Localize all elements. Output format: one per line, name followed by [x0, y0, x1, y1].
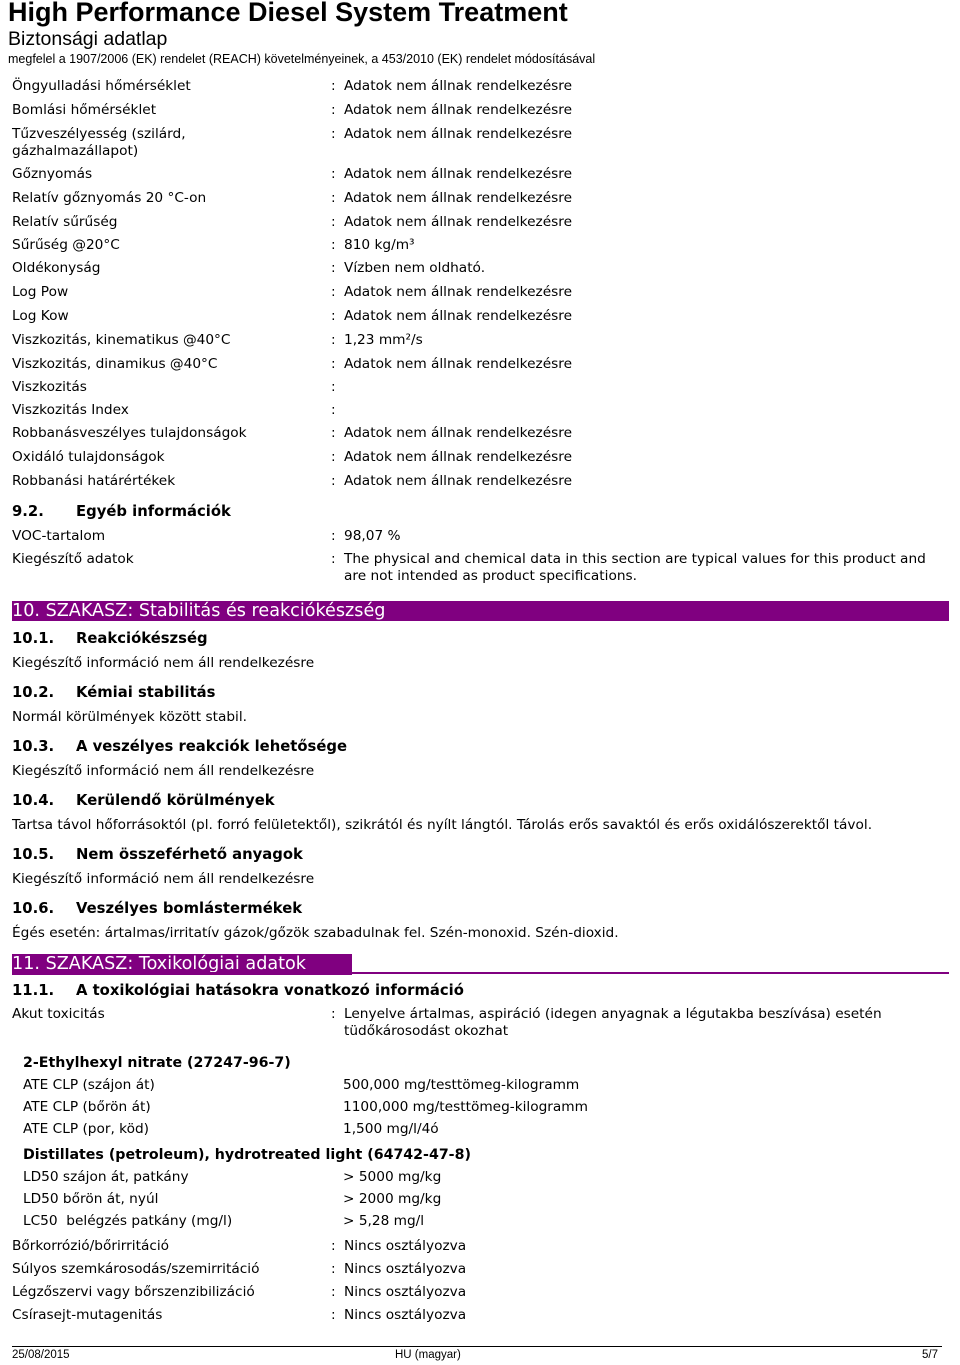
substance-row	[23, 1121, 943, 1138]
subsection-heading-11-1	[12, 982, 464, 999]
property-value: The physical and chemical data in this section are typical values for this product and are not intended as product specifications.	[344, 551, 926, 584]
property-value: Adatok nem állnak rendelkezésre	[344, 356, 573, 372]
substance-row-label: ATE CLP (szájon át)	[23, 1077, 155, 1093]
substance-row	[23, 1213, 943, 1230]
footer-language: HU (magyar)	[395, 1349, 461, 1361]
property-label: Légzőszervi vagy bőrszenzibilizáció	[12, 1284, 255, 1300]
document-title: High Performance Diesel System Treatment	[8, 0, 568, 27]
property-value: 98,07 %	[344, 528, 401, 544]
colon: :	[331, 528, 336, 544]
substance-name: 2-Ethylhexyl nitrate (27247-96-7)	[23, 1055, 291, 1071]
substance-row	[23, 1077, 943, 1094]
property-label: Bomlási hőmérséklet	[12, 102, 157, 118]
property-label: Oldékonyság	[12, 260, 101, 276]
property-label: Bőrkorrózió/bőrirritáció	[12, 1238, 170, 1254]
property-value: Adatok nem állnak rendelkezésre	[344, 78, 573, 94]
subsection-number: 10.2.	[12, 684, 55, 701]
section-title: 11. SZAKASZ: Toxikológiai adatok	[12, 954, 306, 974]
footer-date: 25/08/2015	[12, 1349, 70, 1361]
section-title: 10. SZAKASZ: Stabilitás és reakciókészség	[12, 601, 386, 621]
property-value: Adatok nem állnak rendelkezésre	[344, 214, 573, 230]
colon: :	[331, 237, 336, 253]
subsection-title: Kerülendő körülmények	[76, 792, 275, 809]
subsection-heading-10-4	[12, 792, 275, 809]
colon: :	[331, 449, 336, 465]
property-value: Adatok nem állnak rendelkezésre	[344, 449, 573, 465]
property-label: Relatív sűrűség	[12, 214, 118, 230]
property-label: VOC-tartalom	[12, 528, 106, 544]
property-value: Nincs osztályozva	[344, 1261, 467, 1277]
colon: :	[331, 402, 336, 418]
subsection-text: Normál körülmények között stabil.	[12, 709, 248, 725]
colon: :	[331, 1006, 336, 1022]
subsection-heading-9-2	[12, 503, 231, 520]
substance-row-value: 1,500 mg/l/4ó	[343, 1121, 439, 1137]
substance-row-value: 500,000 mg/testtömeg-kilogramm	[343, 1077, 580, 1093]
subsection-title: Egyéb információk	[76, 503, 231, 520]
subsection-heading-10-2	[12, 684, 215, 701]
subsection-title: Reakciókészség	[76, 630, 208, 647]
property-value: 810 kg/m³	[344, 237, 415, 253]
colon: :	[331, 1238, 336, 1254]
colon: :	[331, 1261, 336, 1277]
substance-row-value: > 2000 mg/kg	[343, 1191, 442, 1207]
subsection-text: Tartsa távol hőforrásoktól (pl. forró felületektől), szikrától és nyílt lángtól. Tárolás erős savaktól és erős oxidálószerektől távol.	[12, 817, 873, 833]
subsection-number: 10.3.	[12, 738, 55, 755]
footer-divider	[12, 1346, 942, 1347]
subsection-title: Nem összeférhető anyagok	[76, 846, 303, 863]
substance-row-value: > 5,28 mg/l	[343, 1213, 425, 1229]
property-label: Viszkozitás, kinematikus @40°C	[12, 332, 231, 348]
section-divider	[12, 972, 949, 974]
property-label: Relatív gőznyomás 20 °C-on	[12, 190, 207, 206]
property-value: Nincs osztályozva	[344, 1307, 467, 1323]
property-value: Adatok nem állnak rendelkezésre	[344, 284, 573, 300]
substance-row-value: 1100,000 mg/testtömeg-kilogramm	[343, 1099, 588, 1115]
property-label: Viszkozitás	[12, 379, 87, 395]
subsection-number: 11.1.	[12, 982, 55, 999]
subsection-title: A veszélyes reakciók lehetősége	[76, 738, 347, 755]
subsection-heading-10-3	[12, 738, 347, 755]
property-value: Adatok nem állnak rendelkezésre	[344, 308, 573, 324]
colon: :	[331, 260, 336, 276]
section-10-header	[12, 601, 949, 621]
substance-name: Distillates (petroleum), hydrotreated light (64742-47-8)	[23, 1147, 471, 1163]
property-label: Tűzveszélyesség (szilárd, gázhalmazállapot)	[12, 126, 186, 159]
property-label: Sűrűség @20°C	[12, 237, 120, 253]
substance-row	[23, 1191, 943, 1208]
property-label: Robbanásveszélyes tulajdonságok	[12, 425, 247, 441]
property-value: Vízben nem oldható.	[344, 260, 486, 276]
colon: :	[331, 102, 336, 118]
subsection-text: Kiegészítő információ nem áll rendelkezésre	[12, 655, 315, 671]
subsection-number: 10.6.	[12, 900, 55, 917]
substance-row-label: ATE CLP (bőrön át)	[23, 1099, 151, 1115]
colon: :	[331, 551, 336, 567]
property-value: Adatok nem állnak rendelkezésre	[344, 102, 573, 118]
property-value: Nincs osztályozva	[344, 1284, 467, 1300]
subsection-number: 10.5.	[12, 846, 55, 863]
document-subtitle: Biztonsági adatlap	[8, 28, 168, 50]
property-value: Adatok nem állnak rendelkezésre	[344, 425, 573, 441]
substance-row-label: LD50 bőrön át, nyúl	[23, 1191, 159, 1207]
property-label: Oxidáló tulajdonságok	[12, 449, 165, 465]
property-value: Nincs osztályozva	[344, 1238, 467, 1254]
property-label: Öngyulladási hőmérséklet	[12, 78, 191, 94]
colon: :	[331, 425, 336, 441]
property-label: Log Kow	[12, 308, 69, 324]
property-label: Súlyos szemkárosodás/szemirritáció	[12, 1261, 260, 1277]
colon: :	[331, 473, 336, 489]
colon: :	[331, 190, 336, 206]
property-label: Viszkozitás, dinamikus @40°C	[12, 356, 218, 372]
substance-block	[23, 1147, 471, 1229]
colon: :	[331, 166, 336, 182]
subsection-number: 9.2.	[12, 503, 44, 520]
colon: :	[331, 284, 336, 300]
subsection-heading-10-1	[12, 630, 208, 647]
colon: :	[331, 214, 336, 230]
colon: :	[331, 332, 336, 348]
property-label: Akut toxicitás	[12, 1006, 105, 1022]
subsection-text: Kiegészítő információ nem áll rendelkezésre	[12, 871, 315, 887]
substance-row-label: LC50 belégzés patkány (mg/l)	[23, 1213, 233, 1229]
subsection-text: Égés esetén: ártalmas/irritatív gázok/gőzök szabadulnak fel. Szén-monoxid. Szén-dioxid.	[12, 925, 619, 941]
subsection-title: A toxikológiai hatásokra vonatkozó információ	[76, 982, 464, 999]
property-value: Lenyelve ártalmas, aspiráció (idegen anyagnak a légutakba beszívása) esetén tüdőkárosodást okozhat	[344, 1006, 882, 1039]
property-value: Adatok nem állnak rendelkezésre	[344, 190, 573, 206]
property-label: Log Pow	[12, 284, 69, 300]
property-label: Csírasejt-mutagenitás	[12, 1307, 163, 1323]
colon: :	[331, 1307, 336, 1323]
colon: :	[331, 78, 336, 94]
substance-row-label: ATE CLP (por, köd)	[23, 1121, 150, 1137]
substance-row-value: > 5000 mg/kg	[343, 1169, 442, 1185]
colon: :	[331, 308, 336, 324]
property-label: Viszkozitás Index	[12, 402, 129, 418]
substance-row-label: LD50 szájon át, patkány	[23, 1169, 189, 1185]
subsection-number: 10.4.	[12, 792, 55, 809]
footer-page-number: 5/7	[922, 1349, 938, 1361]
subsection-heading-10-6	[12, 900, 302, 917]
colon: :	[331, 379, 336, 395]
property-label: Robbanási határértékek	[12, 473, 176, 489]
substance-row	[23, 1169, 943, 1186]
subsection-heading-10-5	[12, 846, 303, 863]
colon: :	[331, 356, 336, 372]
property-value: Adatok nem állnak rendelkezésre	[344, 166, 573, 182]
property-value: Adatok nem állnak rendelkezésre	[344, 126, 573, 142]
subsection-title: Veszélyes bomlástermékek	[76, 900, 303, 917]
subsection-title: Kémiai stabilitás	[76, 684, 216, 701]
substance-row	[23, 1099, 943, 1116]
subsection-number: 10.1.	[12, 630, 55, 647]
subsection-text: Kiegészítő információ nem áll rendelkezésre	[12, 763, 315, 779]
property-value: Adatok nem állnak rendelkezésre	[344, 473, 573, 489]
colon: :	[331, 126, 336, 142]
colon: :	[331, 1284, 336, 1300]
property-label: Kiegészítő adatok	[12, 551, 134, 567]
substance-block	[23, 1055, 588, 1137]
property-label: Gőznyomás	[12, 166, 93, 182]
property-value: 1,23 mm²/s	[344, 332, 423, 348]
regulation-note: megfelel a 1907/2006 (EK) rendelet (REACH) követelményeinek, a 453/2010 (EK) rendelet módosításával	[8, 52, 596, 66]
